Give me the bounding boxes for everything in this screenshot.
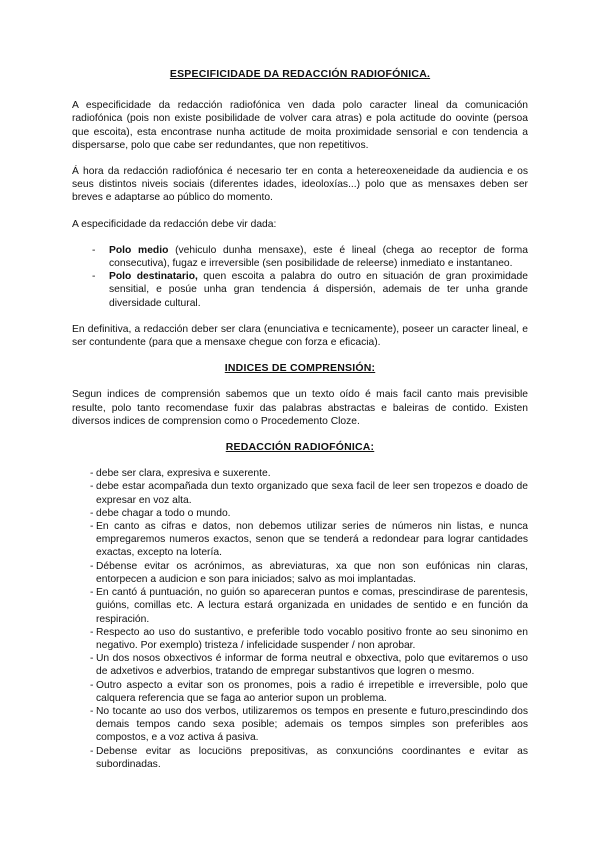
conclusion-paragraph: En definitiva, a redacción deber ser clara (enunciativa e tecnicamente), poseer un caracter lineal, e ser contundente (para que a mensaxe chegue con forza e eficacia). <box>72 323 528 349</box>
list-dash: - <box>90 679 94 691</box>
list-dash: - <box>90 745 94 757</box>
list-item-text: Outro aspecto a evitar son os pronomes, pois a radio é irrepetible e irreversible, polo que calquera referencia que se faga ao anterior supon un problema. <box>96 679 528 704</box>
list-dash: - <box>90 481 94 493</box>
list-item <box>72 626 528 652</box>
pole-text: quen escoita a palabra do outro en situación de gran proximidade sensitial, e posúe unha gran tendencia á dispersión, ademais de ter unha grande diversidade cultural. <box>109 271 528 309</box>
list-dash: - <box>90 626 94 638</box>
list-item <box>72 560 528 586</box>
list-item-text: debe ser clara, expresiva e suxerente. <box>96 468 271 480</box>
list-item <box>72 520 528 560</box>
list-item <box>72 480 528 506</box>
section-heading-indices: INDICES DE COMPRENSIÓN: <box>224 362 376 375</box>
redaccion-list <box>72 467 528 771</box>
list-item <box>72 745 528 771</box>
list-item-text: Débense evitar os acrónimos, as abreviaturas, xa que non son eufónicas nin claras, entorpecen a audicion e son para iniciados; salvo as moi implantadas. <box>96 560 528 585</box>
list-dash: - <box>90 587 94 599</box>
list-item <box>72 270 528 310</box>
list-dash: - <box>90 521 94 533</box>
list-item <box>72 467 528 480</box>
list-item <box>72 705 528 745</box>
list-item <box>72 586 528 626</box>
list-item <box>72 679 528 705</box>
list-dash: - <box>90 507 94 519</box>
list-dash: - <box>90 653 94 665</box>
pole-text: (vehiculo dunha mensaxe), este é lineal (chega ao receptor de forma consecutiva), fugaz e irreversible (sen posibilidade de releerse) inmediato e instantaneo. <box>109 244 528 270</box>
list-item <box>72 652 528 678</box>
intro-paragraph: A especificidade da redacción debe vir dada: <box>72 218 277 230</box>
indices-paragraph: Segun indices de comprensión sabemos que un texto oído é mais facil canto mais previsible resulte, polo tanto recomendase fuxir das palabras abstractas e baleiras de contido. Existen diversos indices de comprension como o Procedemento Cloze. <box>72 389 528 427</box>
list-item <box>72 507 528 520</box>
list-item-text: debe estar acompañada dun texto organizado que sexa facil de leer sen tropezos e doado de expresar en voz alta. <box>96 481 528 506</box>
pole-term: Polo medio <box>109 244 169 256</box>
list-item-text: No tocante ao uso dos verbos, utilizaremos os tempos en presente e futuro,prescindindo dos demais tempos cando sexa posible; ademais os tempos simples son preferibles aos compostos, e a voz activa á pasiva. <box>96 705 528 744</box>
list-dash: - <box>92 271 96 283</box>
list-item-text: Un dos nosos obxectivos é informar de forma neutral e obxectiva, polo que evitaremos o uso de adxetivos e adverbios, tratando de empregar substantivos que logren o mesmo. <box>96 653 528 678</box>
list-item <box>72 244 528 270</box>
list-dash: - <box>92 244 96 256</box>
intro-paragraph: A especificidade da redacción radiofónica ven dada polo caracter lineal da comunicación radiofónica (pois non existe posibilidade de volver cara atras) e pola actitude do oovinte (persoa que escoita), esta encontrase nunha actitude de moita proximidade sensorial e con tendencia a dispersarse, polo que cabe ser redundantes, que non repetitivos. <box>72 100 528 151</box>
poles-list <box>72 244 528 310</box>
list-dash: - <box>90 468 94 480</box>
document-body <box>72 68 528 771</box>
list-item-text: debe chagar a todo o mundo. <box>96 507 231 519</box>
list-dash: - <box>90 560 94 572</box>
section-heading-redaccion: REDACCIÓN RADIOFÓNICA: <box>225 441 375 454</box>
pole-term: Polo destinatario, <box>109 271 198 283</box>
list-item-text: Respecto ao uso do sustantivo, e preferible todo vocablo positivo fronte ao seu sinonimo en negativo. Por exemplo) tristeza / infelicidade suspender / non aprobar. <box>96 626 528 651</box>
list-item-text: Debense evitar as locuciöns prepositivas, as conxuncións coordinantes e evitar as subordinadas. <box>96 745 528 770</box>
list-item-text: En canto as cifras e datos, non debemos utilizar series de números nin listas, e nunca empregaremos numeros exactos, senon que se tenderá a redondear para lograr cantidades exactas, excepto na lotería. <box>96 521 528 559</box>
list-item-text: En cantó á puntuación, no guión so apareceran puntos e comas, prescindirase de parentesis, guións, comillas etc. A lectura estará organizada en unidades de sentido e en función da respiración. <box>96 587 528 625</box>
list-dash: - <box>90 705 94 717</box>
intro-paragraph: Á hora da redacción radiofónica é necesario ter en conta a hetereoxeneidade da audiencia e os seus distintos niveis sociais (diferentes idades, ideoloxías...) polo que as mensaxes deben ser breves e adaptarse ao público do momento. <box>72 166 528 204</box>
document-title: ESPECIFICIDADE DA REDACCIÓN RADIOFÓNICA. <box>169 68 431 80</box>
